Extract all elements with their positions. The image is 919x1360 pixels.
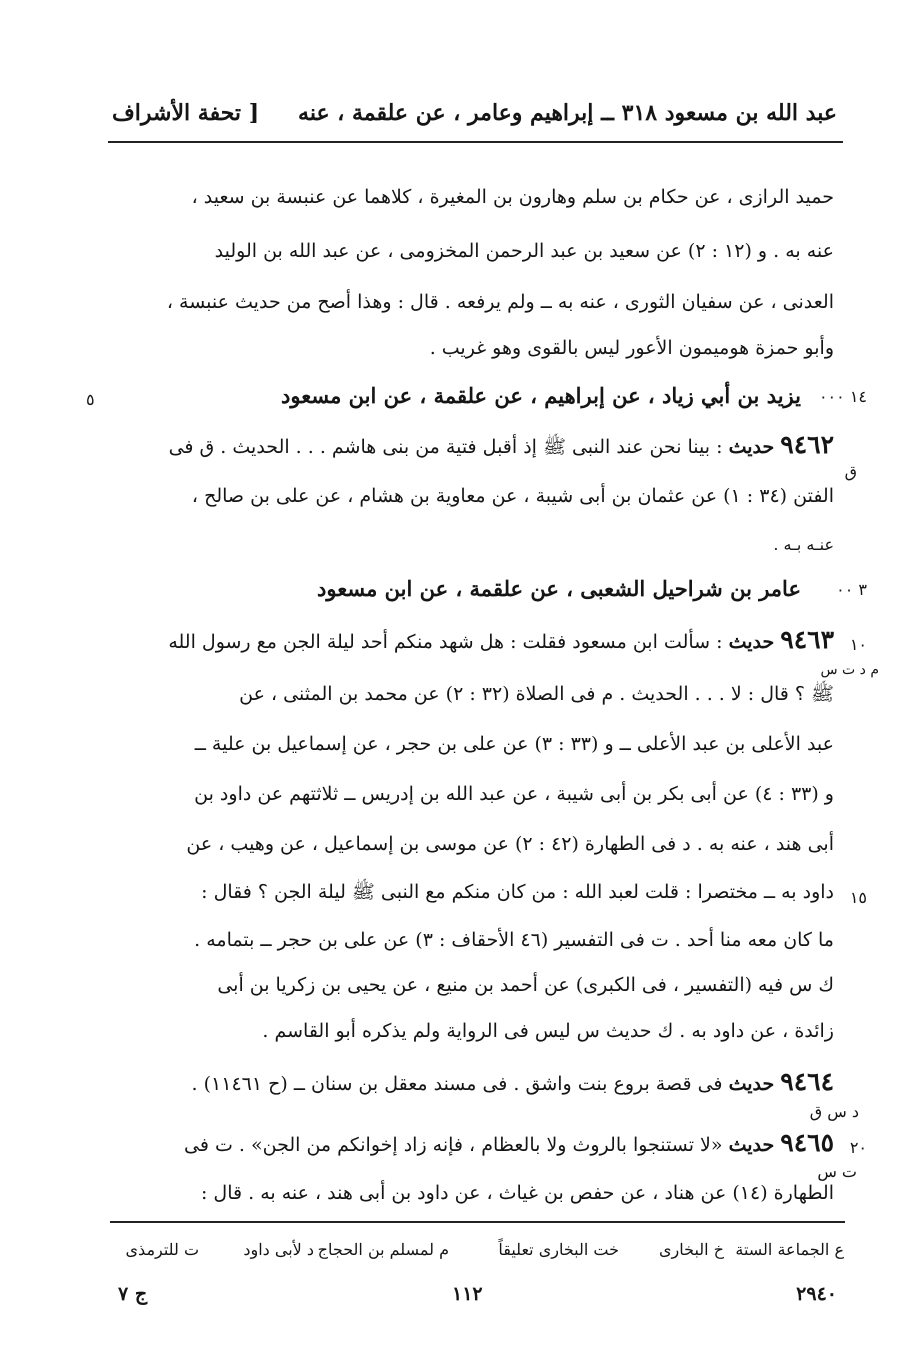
- text-line: الفتن (٣٤ : ١) عن عثمان بن أبى شيبة ، عن معاوية بن هشام ، عن على بن صالح ،: [191, 485, 834, 507]
- hadith-line: [114, 430, 834, 463]
- text-line: داود به ــ مختصرا : قلت لعبد الله : من كان منكم مع النبى ﷺ ليلة الجن ؟ فقال :: [201, 881, 834, 903]
- hadith-number: ٩٤٦٥: [780, 1128, 834, 1157]
- section-heading: عامر بن شراحيل الشعبى ، عن علقمة ، عن ابن مسعود: [317, 576, 801, 601]
- text-line: و (٣٣ : ٤) عن أبى بكر بن أبى شيبة ، عن عبد الله بن إدريس ــ ثلاثتهم عن داود بن: [194, 783, 834, 805]
- total-count: ٢٩٤٠: [796, 1283, 837, 1305]
- line-number: ٢٠: [849, 1138, 867, 1157]
- hadith-label: حديث: [728, 1134, 775, 1156]
- legend-item: خ البخارى: [658, 1240, 724, 1259]
- hadith-text: : سألت ابن مسعود فقلت : هل شهد منكم أحد ليلة الجن مع رسول الله: [168, 631, 723, 653]
- hadith-number: ٩٤٦٤: [780, 1067, 834, 1096]
- running-header-right: عبد الله بن مسعود ٣١٨ ــ إبراهيم وعامر ، عن علقمة ، عنه: [298, 100, 837, 126]
- hadith-label: حديث: [728, 631, 775, 653]
- text-line: عنـه بـه .: [773, 535, 834, 554]
- text-line: ك س فيه (التفسير ، فى الكبرى) عن أحمد بن منيع ، عن يحيى بن زكريا بن أبى: [217, 974, 834, 996]
- running-header-left: [ تحفة الأشراف: [112, 100, 260, 126]
- section-heading: يزيد بن أبي زياد ، عن إبراهيم ، عن علقمة ، عن ابن مسعود: [281, 383, 801, 408]
- hadith-number: ٩٤٦٣: [780, 625, 834, 654]
- volume-number: ج ٧: [118, 1283, 148, 1305]
- text-line: زائدة ، عن داود به . ك حديث س ليس فى الرواية ولم يذكره أبو القاسم .: [262, 1020, 834, 1042]
- legend-item: ع الجماعة الستة: [735, 1240, 844, 1259]
- margin-siglum: د س ق: [809, 1102, 859, 1121]
- margin-siglum: ق: [844, 462, 857, 481]
- text-line: عبد الأعلى بن عبد الأعلى ــ و (٣٣ : ٣) عن على بن حجر ، عن إسماعيل بن علية ــ: [194, 733, 834, 755]
- header-rule: [108, 141, 843, 143]
- text-line: ما كان معه منا أحد . ت فى التفسير (٤٦ الأحقاف : ٣) عن على بن حجر ــ بتمامه .: [194, 929, 834, 951]
- legend-item: ت للترمذى: [125, 1240, 199, 1259]
- legend-item: خت البخارى تعليقاً: [498, 1240, 619, 1259]
- text-line: حميد الرازى ، عن حكام بن سلم وهارون بن المغيرة ، كلاهما عن عنبسة بن سعيد ،: [191, 186, 834, 208]
- hadith-number: ٩٤٦٢: [780, 430, 834, 459]
- text-line: الطهارة (١٤) عن هناد ، عن حفص بن غياث ، عن داود بن أبى هند ، عنه به . قال :: [200, 1182, 834, 1204]
- hadith-label: حديث: [728, 1073, 775, 1095]
- section-marker: ١٤ ٠٠٠: [818, 387, 867, 406]
- footer-rule: [110, 1221, 845, 1223]
- legend-item: م لمسلم بن الحجاج: [317, 1240, 449, 1259]
- margin-siglum: م د ت س: [820, 662, 879, 678]
- text-line: أبى هند ، عنه به . د فى الطهارة (٤٢ : ٢) عن موسى بن إسماعيل ، عن وهيب ، عن: [186, 833, 834, 855]
- margin-siglum: ت س: [817, 1162, 857, 1181]
- hadith-text: فى قصة بروع بنت واشق . فى مسند معقل بن سنان ــ (ح ١١٤٦١) .: [191, 1073, 723, 1095]
- legend-item: د لأبى داود: [243, 1240, 314, 1259]
- text-line: العدنى ، عن سفيان الثورى ، عنه به ــ ولم يرفعه . قال : وهذا أصح من حديث عنبسة ،: [166, 291, 834, 313]
- hadith-text: «لا تستنجوا بالروث ولا بالعظام ، فإنه زاد إخوانكم من الجن» . ت فى: [184, 1134, 723, 1156]
- text-line: ﷺ ؟ قال : لا . . . الحديث . م فى الصلاة (٣٢ : ٢) عن محمد بن المثنى ، عن: [239, 683, 834, 705]
- section-marker: ٣ ٠٠: [836, 580, 867, 599]
- hadith-line: [114, 625, 834, 654]
- text-line: عنه به . و (١٢ : ٢) عن سعيد بن عبد الرحمن المخزومى ، عن عبد الله بن الوليد: [214, 240, 834, 262]
- line-number: ٥: [86, 390, 95, 409]
- hadith-line: [114, 1067, 834, 1096]
- hadith-line: [114, 1128, 834, 1157]
- line-number: ١٠: [849, 635, 867, 654]
- hadith-text: : بينا نحن عند النبى ﷺ إذ أقبل فتية من بنى هاشم . . . الحديث . ق فى: [168, 436, 723, 458]
- page-number: ١١٢: [452, 1283, 483, 1305]
- text-line: وأبو حمزة هوميمون الأعور ليس بالقوى وهو غريب .: [429, 337, 834, 359]
- line-number: ١٥: [849, 888, 867, 907]
- hadith-label: حديث: [728, 436, 775, 458]
